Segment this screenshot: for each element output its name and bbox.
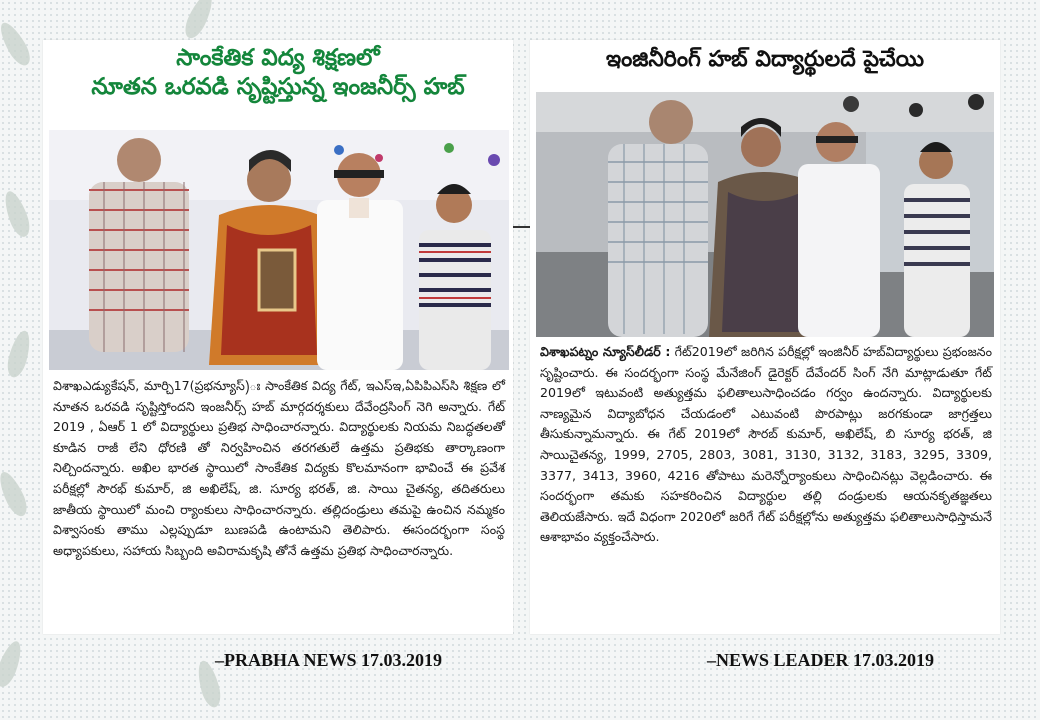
- prabha-news-clipping: [43, 40, 513, 634]
- right-headline: ఇంజినీరింగ్ హబ్ విద్యార్థులదే పైచేయి: [605, 47, 925, 72]
- news-leader-clipping: [530, 40, 1000, 634]
- right-article-text: గేట్2019లో జరిగిన పరీక్షల్లో ఇంజినీర్ హబ్‌విద్యార్థులు ప్రభంజనం సృష్టించారు. ఈ సందర్భంగా సంస్థ మేనేజింగ్ డైరెక్టర్ దేవేందర్ సింగ్ నేగి మాట్లాడుతూ గేట్ 2019లో ఇటువంటి అత్యుత్తమ ఫలితాలుసాధించడం గర్వం ఉందన్నారు. విద్యార్థులకు నాణ్యమైన విద్యాబోధన చేయడంలో ఎటువంటి పొరపాట్లు జరగకుండా జాగ్రత్తలు తీసుకున్నామన్నారు. ఈ గేట్ 2019లో సౌరబ్ కుమార్, అఖిలేష్, బి సూర్య భరత్, జి సాయిచైతన్య, 1999, 2705, 2803, 3081, 3130, 3132, 3183, 3295, 3309, 3377, 3413, 3960, 4216 తోపాటు మరెన్నోర్యాంకులు సాధించినట్లు వెల్లడించారు. ఈ సందర్భంగా తమకు సహకరించిన విద్యార్థుల తల్లి దండ్రులకు ఆయనకృతజ్ఞతలు తెలియజేసారు. ఇదే విధంగా 2020లో జరిగే గేట్ పరీక్షల్లోను అత్యుత్తమ ఫలితాలుసాధిస్తామనే ఆశాభావం వ్యక్తంచేసారు.: [540, 344, 992, 545]
- left-article-photo: [49, 130, 509, 370]
- left-headline-line1: సాంకేతిక విద్య శిక్షణలో: [176, 45, 380, 71]
- left-headline-line2: నూతన ఒరవడి సృష్టిస్తున్న ఇంజనీర్స్ హబ్: [91, 74, 465, 101]
- background-leaf-decoration: [4, 328, 34, 379]
- left-headline: [43, 44, 513, 103]
- background-leaf-decoration: [0, 638, 26, 689]
- right-article-body: [540, 342, 992, 548]
- right-article-photo: [536, 92, 994, 337]
- left-article-body: విశాఖఎడ్యుకేషన్, మార్చి17(ప్రభన్యూస్)ః సాంకేతిక విద్య గేట్, ఇఎస్ఇ,ఏపిపిఎస్‌సి శిక్షణ లో నూతన ఒరవడి సృష్టిస్తోందని ఇంజనీర్స్ హబ్ మార్గదర్శకులు దేవేంద్రసింగ్ నెగి అన్నారు. గేట్ 2019 , ఏఆర్ 1 లో విద్యార్థులు ప్రతిభ సాధించారన్నారు. విద్యార్థులకు నియమ నిబద్ధతలతో కూడిన రాజీ లేని ధోరణి తో నిర్వహించిన తరగతులే ఉత్తమ ప్రతిభకు తార్కాణంగా నిల్చిందన్నారు. అఖిల భారత స్థాయిలో సాంకేతిక విద్యకు కొలమానంగా భావించే ఈ ప్రవేశ పరీక్షల్లో సౌరభ్ కుమార్, జి అఖిలేష్, జి. సూర్య భరత్, జి. సాయి చైతన్య, తదితరులు జాతీయ స్థాయిలో మంచి ర్యాంకులు సాధించారన్నారు. తల్లిదండ్రులు తమపై ఉంచిన నమ్మకం విశ్వాసంకు తాము ఎల్లప్పుడూ బుణపడి ఉంటామని తెలిపారు. ఈసందర్భంగా సంస్థ అధ్యాపకులు, సహాయ సిబ్బంది అవిరామకృషి తోనే ఉత్తమ ప్రతిభ సాధించారన్నారు.: [53, 378, 505, 558]
- clipping-divider: [513, 226, 530, 228]
- right-article-dateline: విశాఖపట్నం న్యూస్‌లీడర్ :: [540, 344, 671, 359]
- right-source-caption: –NEWS LEADER 17.03.2019: [707, 650, 935, 670]
- background-leaf-decoration: [181, 0, 218, 42]
- background-leaf-decoration: [0, 188, 33, 239]
- background-leaf-decoration: [0, 19, 35, 70]
- background-leaf-decoration: [0, 468, 31, 519]
- left-source-caption: –PRABHA NEWS 17.03.2019: [215, 650, 443, 670]
